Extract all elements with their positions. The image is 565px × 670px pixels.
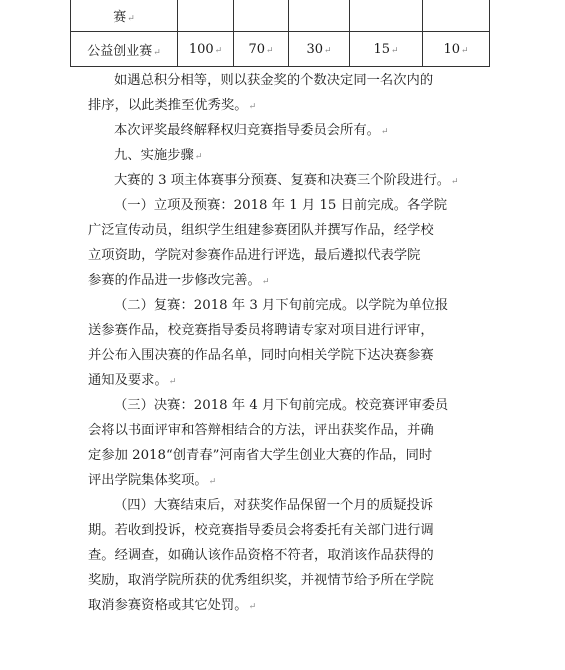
table-row (71, 32, 490, 67)
text-line: 取消参赛资格或其它处罚。↵ (88, 598, 257, 613)
paragraph-mark-icon: ↵ (168, 377, 177, 387)
paragraph-mark-icon: ↵ (248, 102, 257, 112)
table-cell: 100↵ (178, 32, 234, 67)
text-line: 查。经调查，如确认该作品资格不符者，取消该作品获得的 (88, 548, 434, 563)
text-line: 奖励，取消学院所获的优秀组织奖，并视情节给予所在学院 (88, 573, 434, 588)
text-line: 如遇总积分相等，则以获金奖的个数决定同一名次内的 (114, 73, 434, 88)
table-row (71, 0, 490, 32)
table-cell: 赛↵ (71, 0, 178, 32)
paragraph-mark-icon: ↵ (248, 602, 257, 612)
text-line: 评出学院集体奖项。↵ (88, 473, 217, 488)
text-line: 广泛宣传动员，组织学生组建参赛团队并撰写作品，经学校 (88, 223, 434, 238)
paragraph-mark-icon: ↵ (380, 127, 389, 137)
paragraph-mark-icon: ↵ (261, 277, 270, 287)
text-line: （二）复赛：2018 年 3 月下旬前完成。以学院为单位报 (114, 298, 449, 313)
text-line: 定参加 2018“创青春”河南省大学生创业大赛的作品，同时 (88, 448, 433, 463)
paragraph-mark-icon: ↵ (451, 177, 459, 187)
text-line: 参赛的作品进一步修改完善。↵ (88, 273, 270, 288)
text-line: 送参赛作品，校竞赛指导委员将聘请专家对项目进行评审， (88, 323, 434, 338)
paragraph-mark-icon: ↵ (194, 152, 203, 162)
text-line: 期。若收到投诉，校竞赛指导委员会将委托有关部门进行调 (88, 523, 434, 538)
text-line: 九、实施步骤↵ (114, 148, 203, 163)
table-cell (350, 0, 423, 32)
body-text (88, 68, 508, 618)
table-cell (289, 0, 350, 32)
text-line: 大赛的 3 项主体赛事分预赛、复赛和决赛三个阶段进行。↵ (114, 173, 459, 188)
paragraph-mark-icon: ↵ (208, 477, 217, 487)
table-cell: 10↵ (423, 32, 490, 67)
text-line: 通知及要求。↵ (88, 373, 177, 388)
text-line: 排序，以此类推至优秀奖。↵ (88, 98, 257, 113)
table-cell (178, 0, 234, 32)
table-cell: 15↵ (350, 32, 423, 67)
text-line: （四）大赛结束后，对获奖作品保留一个月的质疑投诉 (114, 498, 434, 513)
text-line: 并公布入围决赛的作品名单，同时向相关学院下达决赛参赛 (88, 348, 434, 363)
table-cell: 公益创业赛↵ (71, 32, 178, 67)
table-cell: 70↵ (234, 32, 289, 67)
text-line: 立项资助，学院对参赛作品进行评选，最后遴拟代表学院 (88, 248, 421, 263)
text-line: （一）立项及预赛：2018 年 1 月 15 日前完成。各学院 (114, 198, 447, 213)
text-line: （三）决赛：2018 年 4 月下旬前完成。校竞赛评审委员 (114, 398, 449, 413)
table-cell (234, 0, 289, 32)
table-cell (423, 0, 490, 32)
score-table (70, 0, 490, 67)
text-line: 会将以书面评审和答辩相结合的方法，评出获奖作品，并确 (88, 423, 434, 438)
table-cell: 30↵ (289, 32, 350, 67)
text-line: 本次评奖最终解释权归竞赛指导委员会所有。↵ (114, 123, 389, 138)
